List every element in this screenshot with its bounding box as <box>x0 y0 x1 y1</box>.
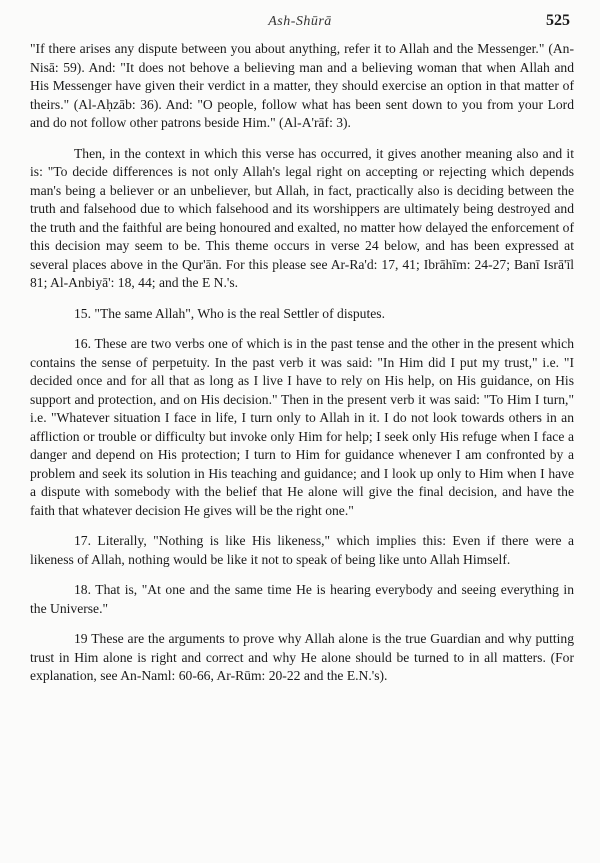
note-18: 18. That is, "At one and the same time He is hearing everybody and seeing everything in the Universe." <box>30 582 574 616</box>
note-17: 17. Literally, "Nothing is like His likeness," which implies this: Even if there were a likeness of Allah, nothing would be like it not to speak of being like unto Allah Himself. <box>30 533 574 567</box>
page-body <box>30 40 574 694</box>
note-16: 16. These are two verbs one of which is in the past tense and the other in the present which contains the sense of perpetuity. In the past verb it was said: "In Him did I put my trust," i.e. "I decided once and for all that as long as I live I have to rely on His help, on His guidance, on His support and protection, and on His decision." Then in the present verb it was said: "To Him I turn," i.e. "Whatever situation I face in life, I turn only to Allah in it. I do not look towards others in an affliction or trouble or difficulty but invoke only Him for help; I seek only His refuge when I face a danger and depend on His protection; I turn to Him for guidance whenever I am confronted by a problem and seek its solution in His teaching and guidance; and I look up only to Him when I have a dispute with somebody with the belief that He alone will give the final decision, and have the faith that whatever decision He gives will be the right one." <box>30 336 574 518</box>
note-15: 15. "The same Allah", Who is the real Settler of disputes. <box>74 305 385 321</box>
paragraph-quran-references: "If there arises any dispute between you about anything, refer it to Allah and the Messenger." (An-Nisā: 59). And: "It does not behove a believing man and a believing woman that when Allah and His Messenger have given their verdict in a matter, they should exercise an option in that matter of theirs." (Al-Aḥzāb: 36). And: "O people, follow what has been sent down to you from your Lord and do not follow other patrons beside Him." (Al-A'rāf: 3). <box>30 41 574 130</box>
page-number: 525 <box>546 12 570 29</box>
note-19: 19 These are the arguments to prove why Allah alone is the true Guardian and why putting trust in Him alone is right and correct and why He alone should be turned to in all matters. (For explanation, see An-Naml: 60-66, Ar-Rūm: 20-22 and the E.N.'s). <box>30 631 574 683</box>
page-header <box>30 10 570 34</box>
running-head: Ash-Shūrā <box>268 14 332 29</box>
paragraph-context-meaning: Then, in the context in which this verse has occurred, it gives another meaning also and it is: "To decide differences is not only Allah's legal right on accepting or rejecting which depends man's being a believer or an unbeliever, but Allah, in fact, practically also is deciding between the truth and falsehood due to which falsehood and its worshippers are ultimately being destroyed and the truth and the faithful are being honoured and exalted, no matter how delayed the enforcement of this decision may seem to be. This theme occurs in verse 24 below, and has been expressed at several places above in the Qur'ān. For this please see Ar-Ra'd: 17, 41; Ibrāhīm: 24-27; Banī Isrā'īl 81; Al-Anbiyā': 18, 44; and the E N.'s. <box>30 145 574 290</box>
